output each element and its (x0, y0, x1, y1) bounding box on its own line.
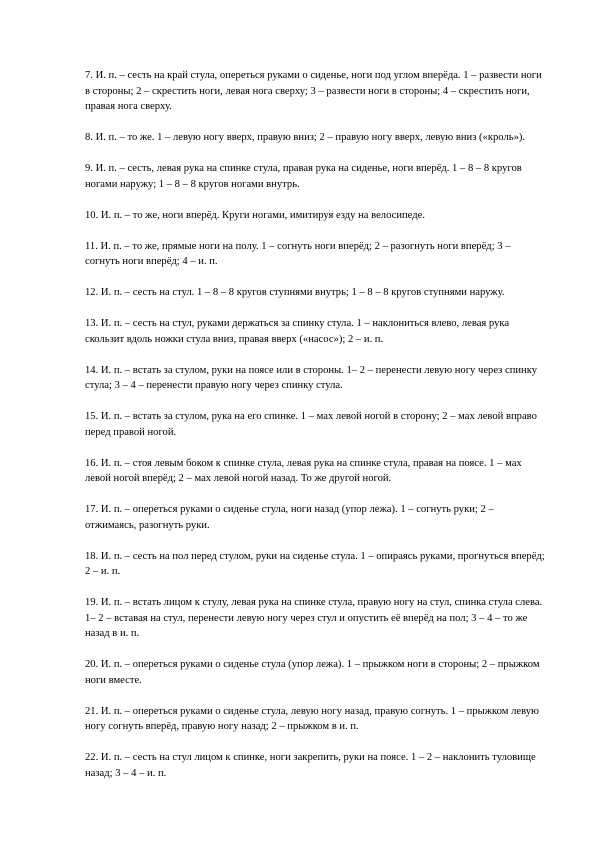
exercise-paragraph-18: 18. И. п. – сесть на пол перед стулом, руки на сиденье стула. 1 – опираясь руками, прогнуться вперёд; 2 – и. п. (85, 550, 545, 577)
exercise-paragraph-19: 19. И. п. – встать лицом к стулу, левая рука на спинке стула, правую ногу на стул, спинка стула слева. 1– 2 – вставая на стул, перенести левую ногу через стул и опустить её вперёд на пол; 3 – 4 – то же назад в и. п. (85, 597, 543, 639)
exercise-paragraph-21: 21. И. п. – опереться руками о сиденье стула, левую ногу назад, правую согнуть. 1 – прыжком левую ногу согнуть вперёд, правую ногу назад; 2 – прыжком в и. п. (85, 705, 539, 732)
exercise-paragraph-14: 14. И. п. – встать за стулом, руки на поясе или в стороны. 1– 2 – перенести левую ногу через спинку стула; 3 – 4 – перенести правую ногу через спинку стула. (85, 364, 538, 391)
exercise-paragraph-12: 12. И. п. – сесть на стул. 1 – 8 – 8 кругов ступнями внутрь; 1 – 8 – 8 кругов ступнями наружу. (85, 287, 505, 298)
exercise-paragraph-22: 22. И. п. – сесть на стул лицом к спинке, ноги закрепить, руки на поясе. 1 – 2 – наклонить туловище назад; 3 – 4 – и. п. (85, 752, 536, 779)
exercise-paragraph-16: 16. И. п. – стоя левым боком к спинке стула, левая рука на спинке стула, правая на поясе. 1 – мах левой ногой вперёд; 2 – мах левой ногой назад. То же другой ногой. (85, 457, 522, 484)
exercise-paragraph-9: 9. И. п. – сесть, левая рука на спинке стула, правая рука на сиденье, ноги вперёд. 1 – 8 – 8 кругов ногами наружу; 1 – 8 – 8 кругов ногами внутрь. (85, 163, 522, 190)
exercise-paragraph-10: 10. И. п. – то же, ноги вперёд. Круги ногами, имитируя езду на велосипеде. (85, 209, 425, 221)
exercise-paragraph-7: 7. И. п. – сесть на край стула, опереться руками о сиденье, ноги под углом вперёда. 1 – развести ноги в стороны; 2 – скрестить ноги, левая нога сверху; 3 – развести ноги в стороны; 4 – скрестить ноги, правая нога сверху. (85, 70, 542, 112)
exercise-paragraph-13: 13. И. п. – сесть на стул, руками держаться за спинку стула. 1 – наклониться влево, левая рука скользит вдоль ножки стула вниз, правая вверх («насос»); 2 – и. п. (85, 318, 510, 345)
exercise-paragraph-17: 17. И. п. – опереться руками о сиденье стула, ноги назад (упор лежа). 1 – согнуть руки; 2 – отжимаясь, разогнуть руки. (85, 504, 494, 531)
document-page (85, 68, 547, 797)
exercise-paragraph-20: 20. И. п. – опереться руками о сиденье стула (упор лежа). 1 – прыжком ноги в стороны; 2 – прыжком ноги вместе. (85, 659, 540, 686)
exercise-paragraph-8: 8. И. п. – то же. 1 – левую ногу вверх, правую вниз; 2 – правую ногу вверх, левую вниз («кроль»). (85, 132, 526, 143)
exercise-paragraph-11: 11. И. п. – то же, прямые ноги на полу. 1 – согнуть ноги вперёд; 2 – разогнуть ноги вперёд; 3 – согнуть ноги вперёд; 4 – и. п. (85, 240, 511, 267)
exercise-paragraph-15: 15. И. п. – встать за стулом, рука на его спинке. 1 – мах левой ногой в сторону; 2 – мах левой вправо перед правой ногой. (85, 411, 537, 438)
